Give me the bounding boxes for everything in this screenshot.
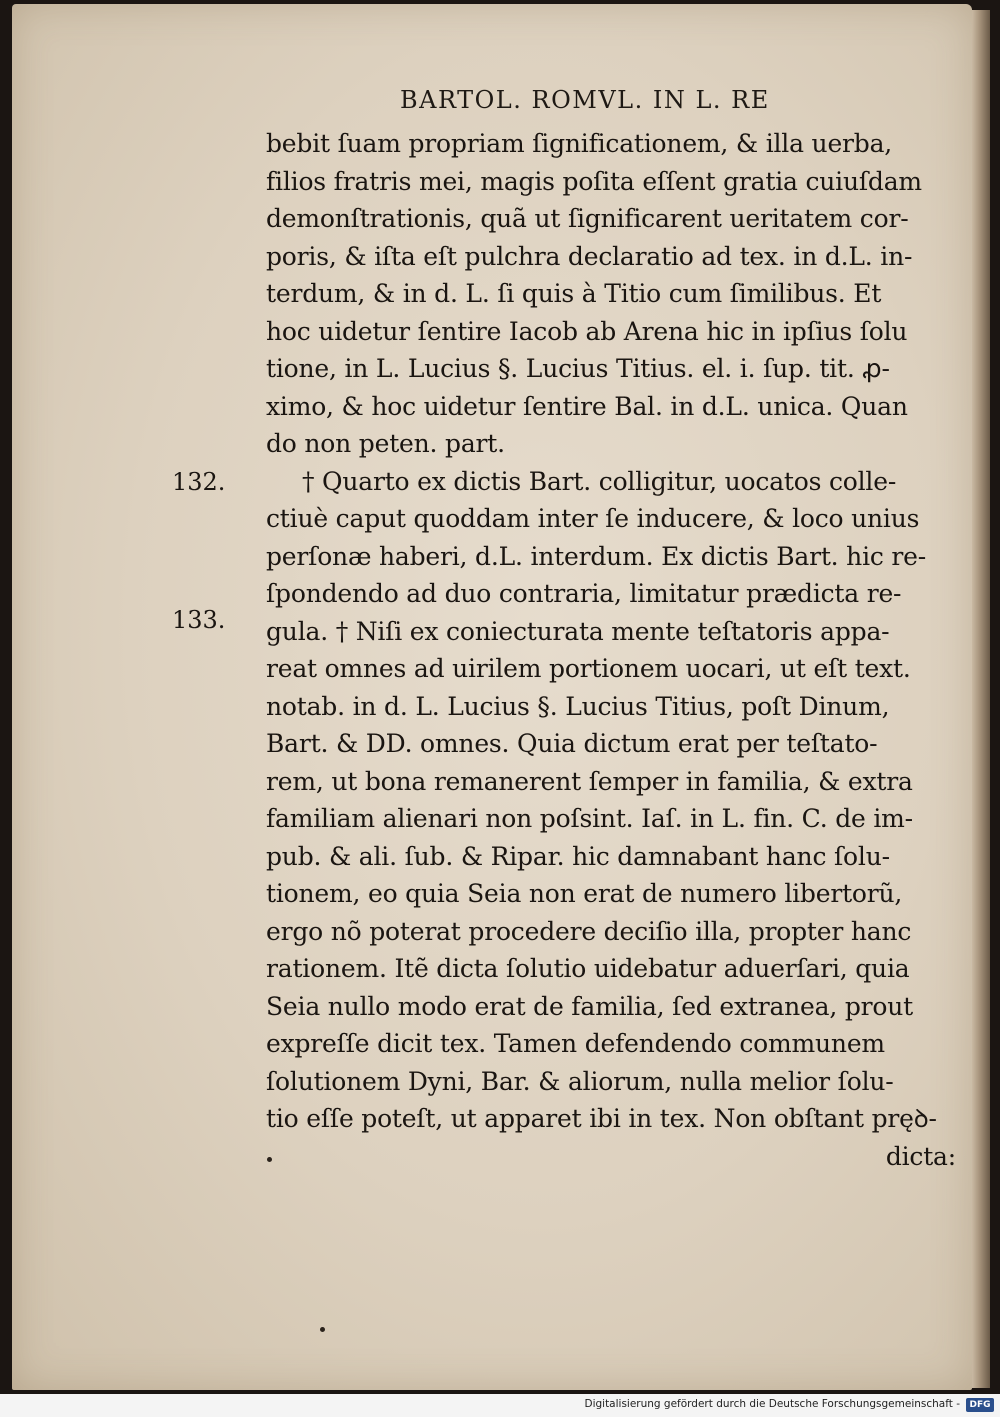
catchword: dicta: xyxy=(885,1141,956,1171)
text-line: expreſſe dicit tex. Tamen defendendo communem xyxy=(266,1029,885,1058)
page-edge xyxy=(972,10,990,1388)
text-line: poris, & iſta eſt pulchra declaratio ad tex. in d.L. in- xyxy=(266,241,913,271)
text-line: ctiuè caput quoddam inter ſe inducere, & loco unius xyxy=(266,504,920,533)
marginal-number-133: 133. xyxy=(172,606,226,634)
text-line: notab. in d. L. Lucius §. Lucius Titius, poſt Dinum, xyxy=(266,691,890,721)
text-line: tio eſſe poteſt, ut apparet ibi in tex. Non obſtant pręꝺ- xyxy=(266,1104,937,1133)
running-head: BARTOL. ROMVL. IN L. RE xyxy=(400,86,770,114)
text-line: perſonæ haberi, d.L. interdum. Ex dictis Bart. hic re- xyxy=(266,541,927,571)
text-line: ergo nõ poterat procedere deciſio illa, propter hanc xyxy=(266,916,912,946)
dfg-logo[interactable]: DFG xyxy=(966,1398,994,1412)
text-line: ſpondendo ad duo contraria, limitatur prædicta re- xyxy=(266,579,902,608)
text-line: rem, ut bona remanerent ſemper in familia, & extra xyxy=(266,766,913,796)
ink-speck xyxy=(320,1327,325,1332)
text-line: ſolutionem Dyni, Bar. & aliorum, nulla melior ſolu- xyxy=(266,1066,894,1096)
marginal-number-132: 132. xyxy=(172,468,226,496)
text-line: rationem. Itẽ dicta ſolutio uidebatur aduerſari, quia xyxy=(266,954,910,983)
text-line: tionem, eo quia Seia non erat de numero libertorũ, xyxy=(266,879,903,908)
footer-bar xyxy=(0,1394,1000,1417)
text-line: reat omnes ad uirilem portionem uocari, ut eſt text. xyxy=(266,654,911,683)
text-line: tione, in L. Lucius §. Lucius Titius. el. i. ſup. tit. ꝓ- xyxy=(266,354,890,383)
text-line: hoc uidetur ſentire Iacob ab Arena hic in ipſius ſolu xyxy=(266,316,908,346)
text-line: ximo, & hoc uidetur ſentire Bal. in d.L. unica. Quan xyxy=(266,391,908,421)
text-line: gula. † Niſi ex coniecturata mente teſtatoris appa- xyxy=(266,616,890,646)
funding-notice: Digitalisierung gefördert durch die Deutsche Forschungsgemeinschaft - xyxy=(584,1398,960,1410)
text-line: Seia nullo modo erat de familia, ſed extranea, prout xyxy=(266,991,913,1021)
text-line: familiam alienari non poſsint. Iaſ. in L. fin. C. de im- xyxy=(266,804,913,833)
text-line: bebit ſuam propriam ſignificationem, & illa uerba, xyxy=(266,129,893,158)
body-text xyxy=(266,125,966,1175)
text-line: demonſtrationis, quã ut ſignificarent ueritatem cor- xyxy=(266,204,909,233)
text-line: do non peten. part. xyxy=(266,429,505,458)
text-line: † Quarto ex dictis Bart. colligitur, uocatos colle- xyxy=(302,466,897,496)
text-line: pub. & ali. ſub. & Ripar. hic damnabant hanc ſolu- xyxy=(266,841,890,871)
text-line: terdum, & in d. L. ſi quis à Titio cum ſimilibus. Et xyxy=(266,279,882,308)
text-line: Bart. & DD. omnes. Quia dictum erat per teſtato- xyxy=(266,729,878,758)
text-line: filios fratris mei, magis poſita eſſent gratia cuiuſdam xyxy=(266,166,922,196)
